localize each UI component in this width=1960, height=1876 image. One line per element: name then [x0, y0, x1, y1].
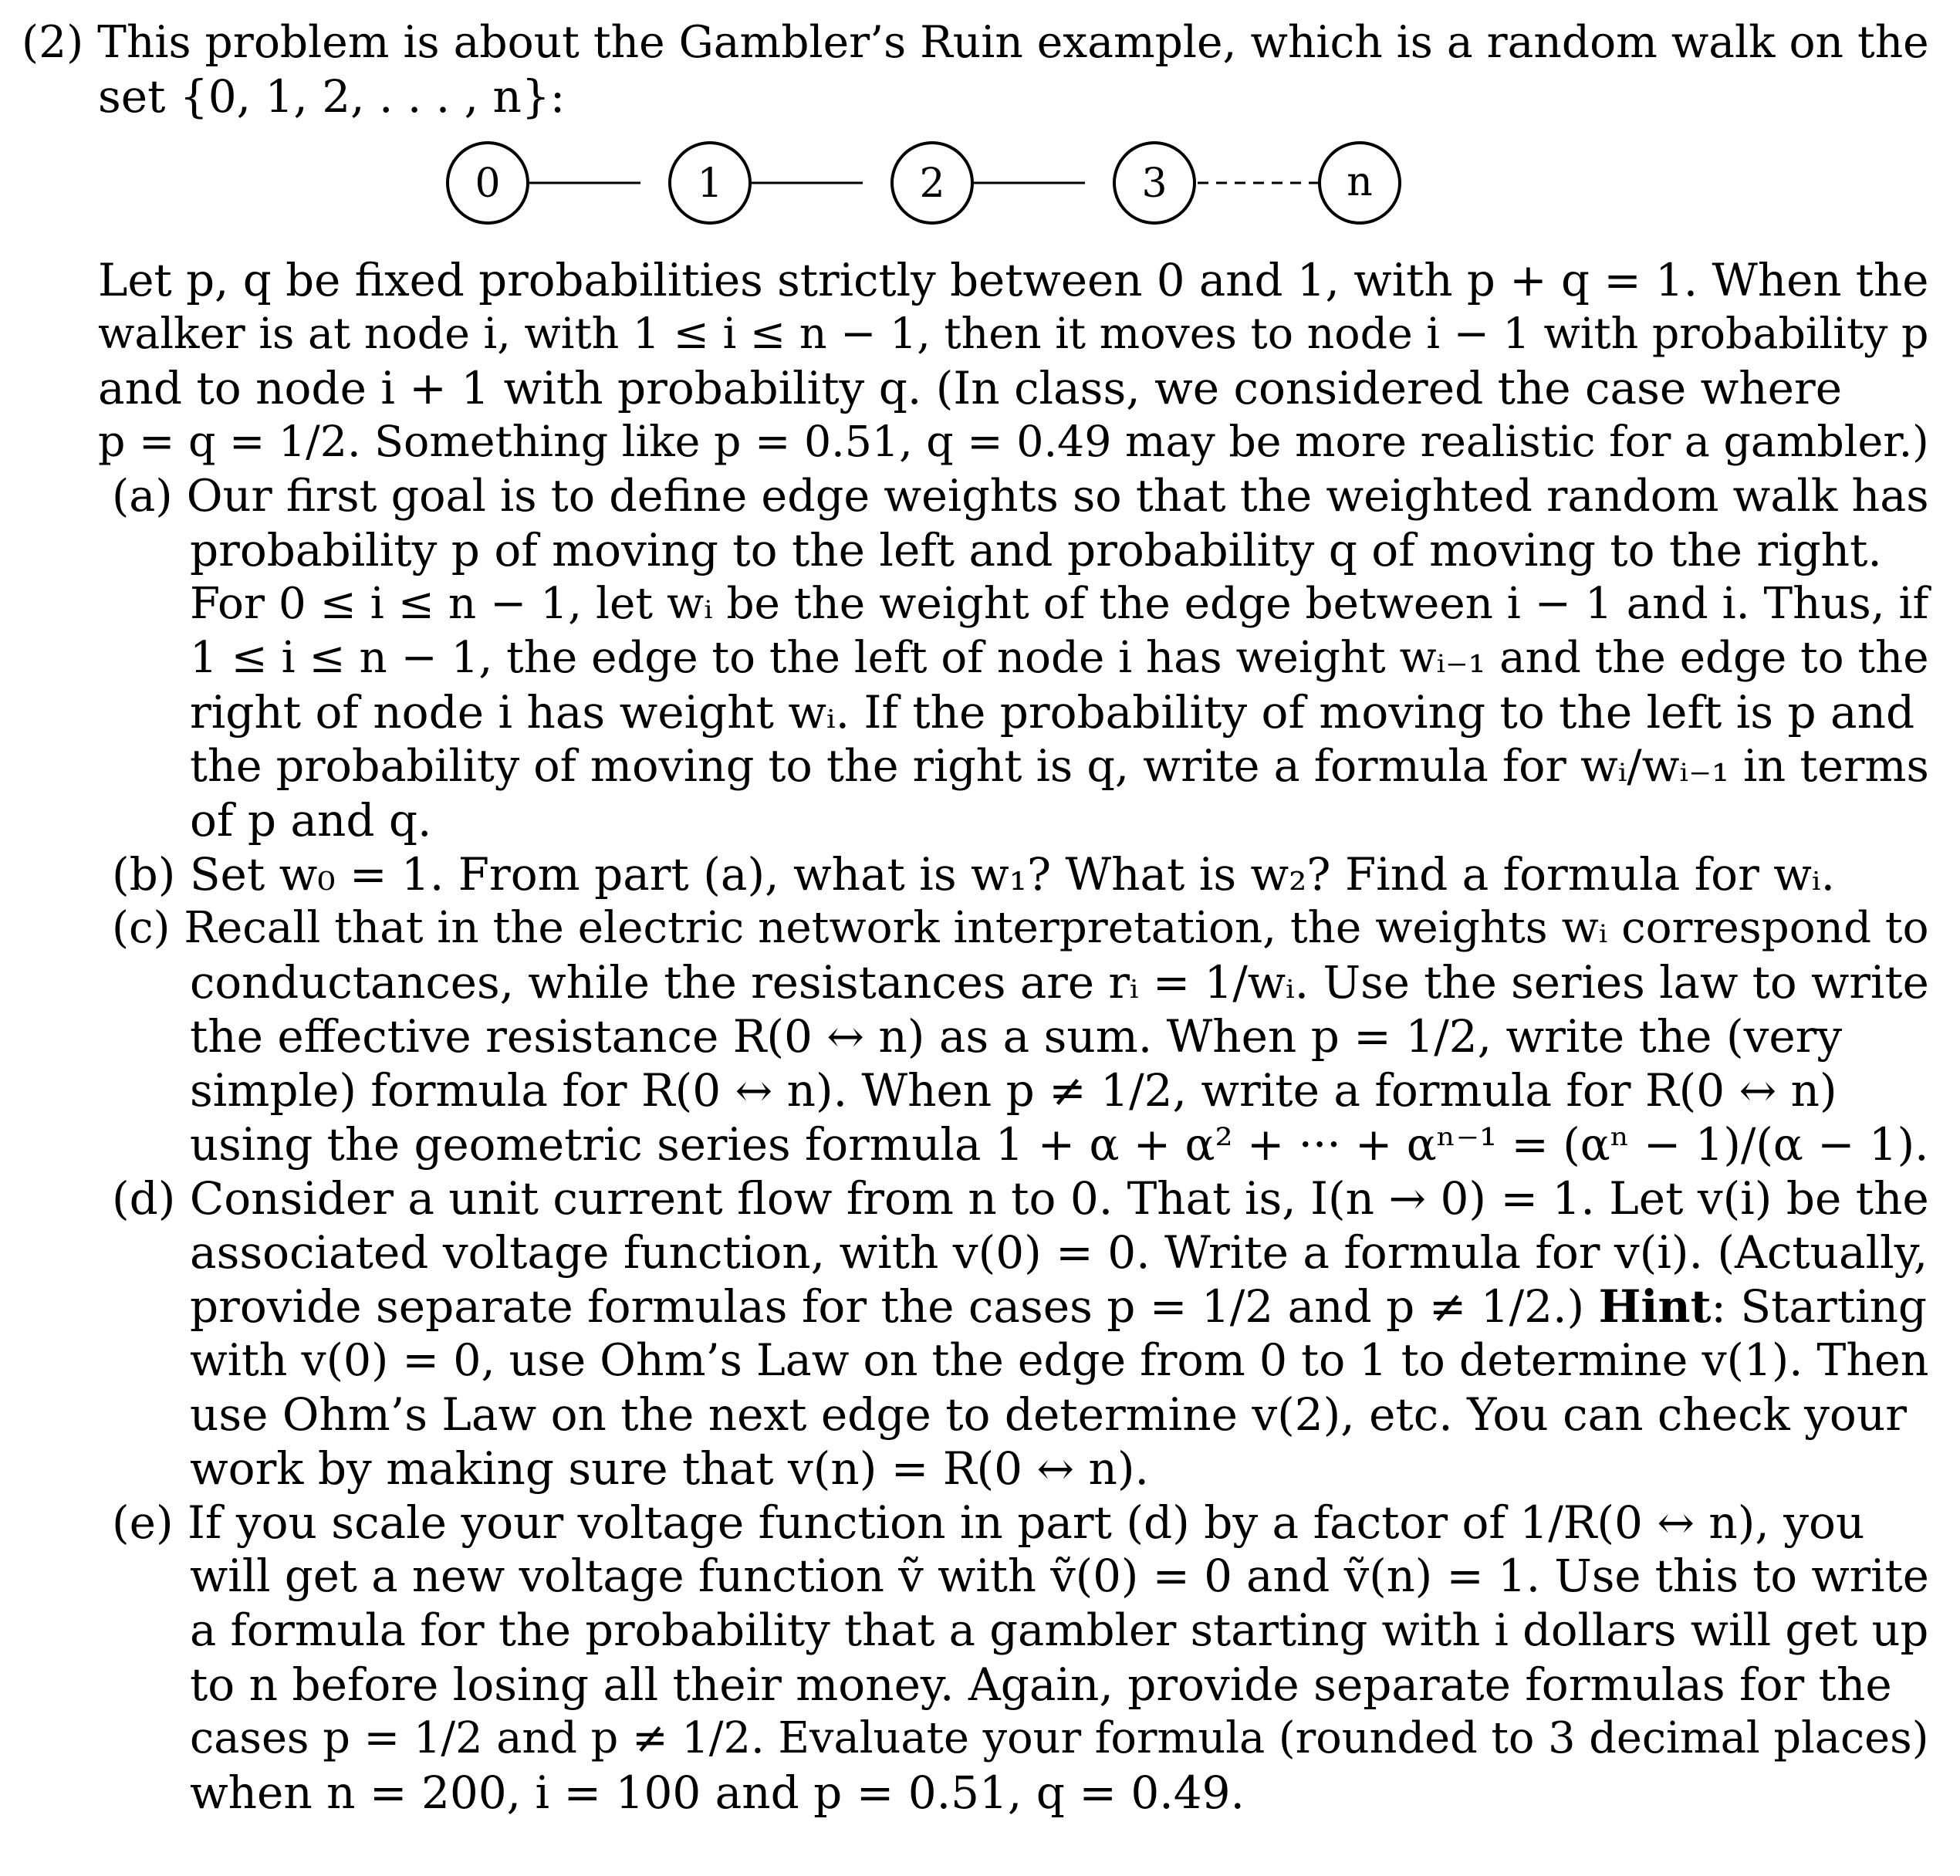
- part-a-line-1: (a) Our first goal is to define edge weights so that the weighted random walk has: [112, 471, 1929, 522]
- part-c-line-1: (c) Recall that in the electric network interpretation, the weights wᵢ correspond to: [112, 903, 1929, 953]
- part-e-line-2: will get a new voltage function ṽ with ṽ(0) = 0 and ṽ(n) = 1. Use this to write: [190, 1550, 1929, 1602]
- part-d-line-1: (d) Consider a unit current flow from n to 0. That is, I(n → 0) = 1. Let v(i) be the: [112, 1172, 1929, 1225]
- part-e-line-5: cases p = 1/2 and p ≠ 1/2. Evaluate your formula (rounded to 3 decimal places): [190, 1713, 1929, 1763]
- part-c-line-2: conductances, while the resistances are rᵢ = 1/wᵢ. Use the series law to write: [190, 956, 1929, 1009]
- part-e-line-1: (e) If you scale your voltage function in part (d) by a factor of 1/R(0 ↔ n), you: [112, 1496, 1865, 1549]
- problem-line-1: (2) This problem is about the Gambler’s Ruin example, which is a random walk on the: [22, 17, 1929, 68]
- part-d-line-6: work by making sure that v(n) = R(0 ↔ n).: [190, 1442, 1149, 1495]
- part-d-line-3-text: provide separate formulas for the cases p = 1/2 and p ≠ 1/2.): [190, 1280, 1585, 1333]
- node-n: [1320, 143, 1400, 223]
- problem-line-4: walker is at node i, with 1 ≤ i ≤ n − 1, then it moves to node i − 1 with probability p: [98, 309, 1929, 359]
- part-a-line-3: For 0 ≤ i ≤ n − 1, let wᵢ be the weight of the edge between i − 1 and i. Thus, if: [190, 579, 1929, 629]
- part-d-line-5: use Ohm’s Law on the next edge to determine v(2), etc. You can check your: [190, 1388, 1907, 1441]
- node-2: [892, 143, 972, 223]
- part-b-line-1: (b) Set w₀ = 1. From part (a), what is w₁? What is w₂? Find a formula for wᵢ.: [112, 848, 1835, 901]
- part-c-line-3: the effective resistance R(0 ↔ n) as a sum. When p = 1/2, write the (very: [190, 1010, 1843, 1063]
- node-3: [1114, 143, 1195, 223]
- problem-line-5: and to node i + 1 with probability q. (In class, we considered the case where: [98, 362, 1843, 414]
- part-c-line-5: using the geometric series formula 1 + α + α² + ··· + αⁿ⁻¹ = (αⁿ − 1)/(α − 1).: [190, 1118, 1929, 1171]
- part-d-line-4: with v(0) = 0, use Ohm’s Law on the edge from 0 to 1 to determine v(1). Then: [190, 1335, 1929, 1386]
- part-e-line-6: when n = 200, i = 100 and p = 0.51, q = 0.49.: [190, 1766, 1245, 1819]
- node-1: [670, 143, 750, 223]
- part-a-line-7: of p and q.: [190, 794, 432, 847]
- part-a-line-4: 1 ≤ i ≤ n − 1, the edge to the left of node i has weight wᵢ₋₁ and the edge to the: [190, 633, 1929, 683]
- part-a-line-5: right of node i has weight wᵢ. If the probability of moving to the left is p and: [190, 686, 1915, 739]
- part-d-line-3-tail: : Starting: [1711, 1280, 1928, 1333]
- part-e-line-4: to n before losing all their money. Again, provide separate formulas for the: [190, 1658, 1892, 1711]
- node-0: [448, 143, 528, 223]
- node-1-label: 1: [697, 161, 723, 207]
- part-a-line-6: the probability of moving to the right is q, write a formula for wᵢ/wᵢ₋₁ in terms: [190, 741, 1929, 792]
- random-walk-diagram: [440, 135, 1443, 235]
- hint-label: Hint: [1598, 1280, 1712, 1333]
- part-a-line-2: probability p of moving to the left and probability q of moving to the right.: [190, 524, 1882, 576]
- part-c-line-4: simple) formula for R(0 ↔ n). When p ≠ 1/2, write a formula for R(0 ↔ n): [190, 1064, 1837, 1117]
- node-3-label: 3: [1141, 161, 1168, 207]
- node-2-label: 2: [919, 161, 945, 207]
- problem-line-3: Let p, q be fixed probabilities strictly between 0 and 1, with p + q = 1. When the: [98, 254, 1929, 306]
- part-e-line-3: a formula for the probability that a gambler starting with i dollars will get up: [190, 1604, 1929, 1656]
- part-d-line-2: associated voltage function, with v(0) = 0. Write a formula for v(i). (Actually,: [190, 1226, 1928, 1279]
- node-n-label: n: [1347, 159, 1373, 205]
- part-d-line-3: [190, 1279, 1927, 1333]
- node-0-label: 0: [475, 161, 501, 207]
- problem-line-6: p = q = 1/2. Something like p = 0.51, q = 0.49 may be more realistic for a gambler.): [98, 417, 1929, 467]
- problem-line-2: set {0, 1, 2, . . . , n}:: [98, 70, 566, 123]
